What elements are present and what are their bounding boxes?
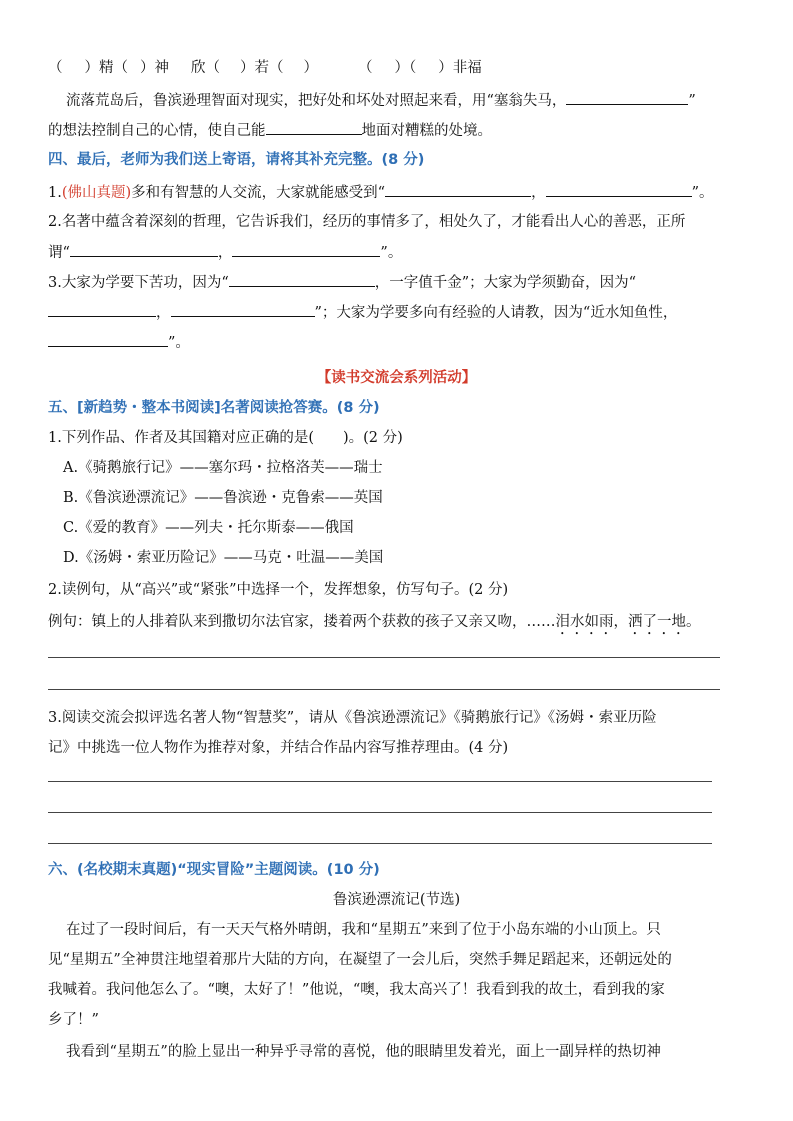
section5-q3-line1: 3.阅读交流会拟评选名著人物“智慧奖”，请从《鲁滨逊漂流记》《骑鹅旅行记》《汤姆・索亚历险	[48, 710, 657, 726]
answer-blank[interactable]	[266, 120, 362, 135]
answer-blank[interactable]	[229, 272, 375, 287]
passage-line: 见“星期五”全神贯注地望着那片大陆的方向，在凝望了一会儿后，突然手舞足蹈起来，还朝远处的	[48, 952, 672, 968]
section4-q3-line1: 3.大家为学要下苦功，因为“ ，一字值千金”；大家为学须勤奋，因为“	[48, 272, 636, 293]
option-a[interactable]: A.《骑鹅旅行记》——塞尔玛・拉格洛芙——瑞士	[63, 460, 383, 476]
section4-q1: 1.(佛山真题)多和有智慧的人交流，大家就能感受到“ ， ”。	[48, 182, 714, 203]
section5-q3-line2: 记》中挑选一位人物作为推荐对象，并结合作品内容写推荐理由。(4 分)	[48, 740, 509, 756]
passage-line: 在过了一段时间后，有一天天气格外晴朗，我和“星期五”来到了位于小岛东端的小山顶上。只	[66, 922, 661, 938]
answer-blank[interactable]	[566, 90, 688, 105]
example-sentence: 例句：镇上的人排着队来到撒切尔法官家，搂着两个获救的孩子又亲又吻，……泪水如雨，洒了一地。	[48, 614, 701, 630]
answer-blank[interactable]	[385, 182, 531, 197]
section4-q2-line2: 谓“ ， ”。	[48, 242, 402, 263]
section4-q3-line2: ， ”；大家为学要多向有经验的人请教，因为“近水知鱼性，	[48, 302, 677, 323]
answer-blank[interactable]	[171, 302, 315, 317]
answer-line[interactable]	[48, 812, 712, 813]
answer-blank[interactable]	[48, 302, 156, 317]
option-b[interactable]: B.《鲁滨逊漂流记》——鲁滨逊・克鲁索——英国	[63, 490, 383, 506]
answer-line[interactable]	[48, 781, 712, 782]
option-d[interactable]: D.《汤姆・索亚历险记》——马克・吐温——美国	[63, 550, 384, 566]
answer-blank[interactable]	[48, 332, 168, 347]
passage-line: 乡了！”	[48, 1012, 99, 1028]
section4-heading: 四、最后，老师为我们送上寄语，请将其补充完整。(8 分)	[48, 152, 425, 168]
section5-heading: 五、[新趋势・整本书阅读]名著阅读抢答赛。(8 分)	[48, 400, 380, 416]
island-paragraph-line2: 的想法控制自己的心情，使自己能 地面对糟糕的处境。	[48, 120, 492, 141]
answer-line[interactable]	[48, 843, 712, 844]
island-paragraph-line1: 流落荒岛后，鲁滨逊理智面对现实，把好处和坏处对照起来看，用“塞翁失马， ”	[66, 90, 696, 111]
answer-blank[interactable]	[70, 242, 218, 257]
section4-q2-line1: 2.名著中蕴含着深刻的哲理，它告诉我们，经历的事情多了，相处久了，才能看出人心的善恶，正所	[48, 214, 686, 230]
answer-blank[interactable]	[232, 242, 380, 257]
answer-blank[interactable]	[546, 182, 692, 197]
answer-line[interactable]	[48, 657, 720, 658]
section4-q3-line3: ”。	[48, 332, 190, 353]
passage-line: 我喊着。我问他怎么了。“噢，太好了！”他说，“噢，我太高兴了！我看到我的故土，看到我的家	[48, 982, 665, 998]
section5-q1: 1.下列作品、作者及其国籍对应正确的是( )。(2 分)	[48, 430, 403, 446]
activity-title: 【读书交流会系列活动】	[316, 370, 477, 386]
option-c[interactable]: C.《爱的教育》——列夫・托尔斯泰——俄国	[63, 520, 354, 536]
answer-line[interactable]	[48, 689, 720, 690]
section5-q2: 2.读例句，从“高兴”或“紧张”中选择一个，发挥想象，仿写句子。(2 分)	[48, 582, 509, 598]
idiom-fill-line: （ ）精（ ）神 欣（ ）若（ ） （ ）（ ）非福	[48, 60, 482, 76]
passage-line: 我看到“星期五”的脸上显出一种异乎寻常的喜悦，他的眼睛里发着光，面上一副异样的热切神	[66, 1044, 661, 1060]
section6-heading: 六、(名校期末真题)“现实冒险”主题阅读。(10 分)	[48, 862, 380, 878]
passage-title: 鲁滨逊漂流记(节选)	[332, 892, 461, 908]
